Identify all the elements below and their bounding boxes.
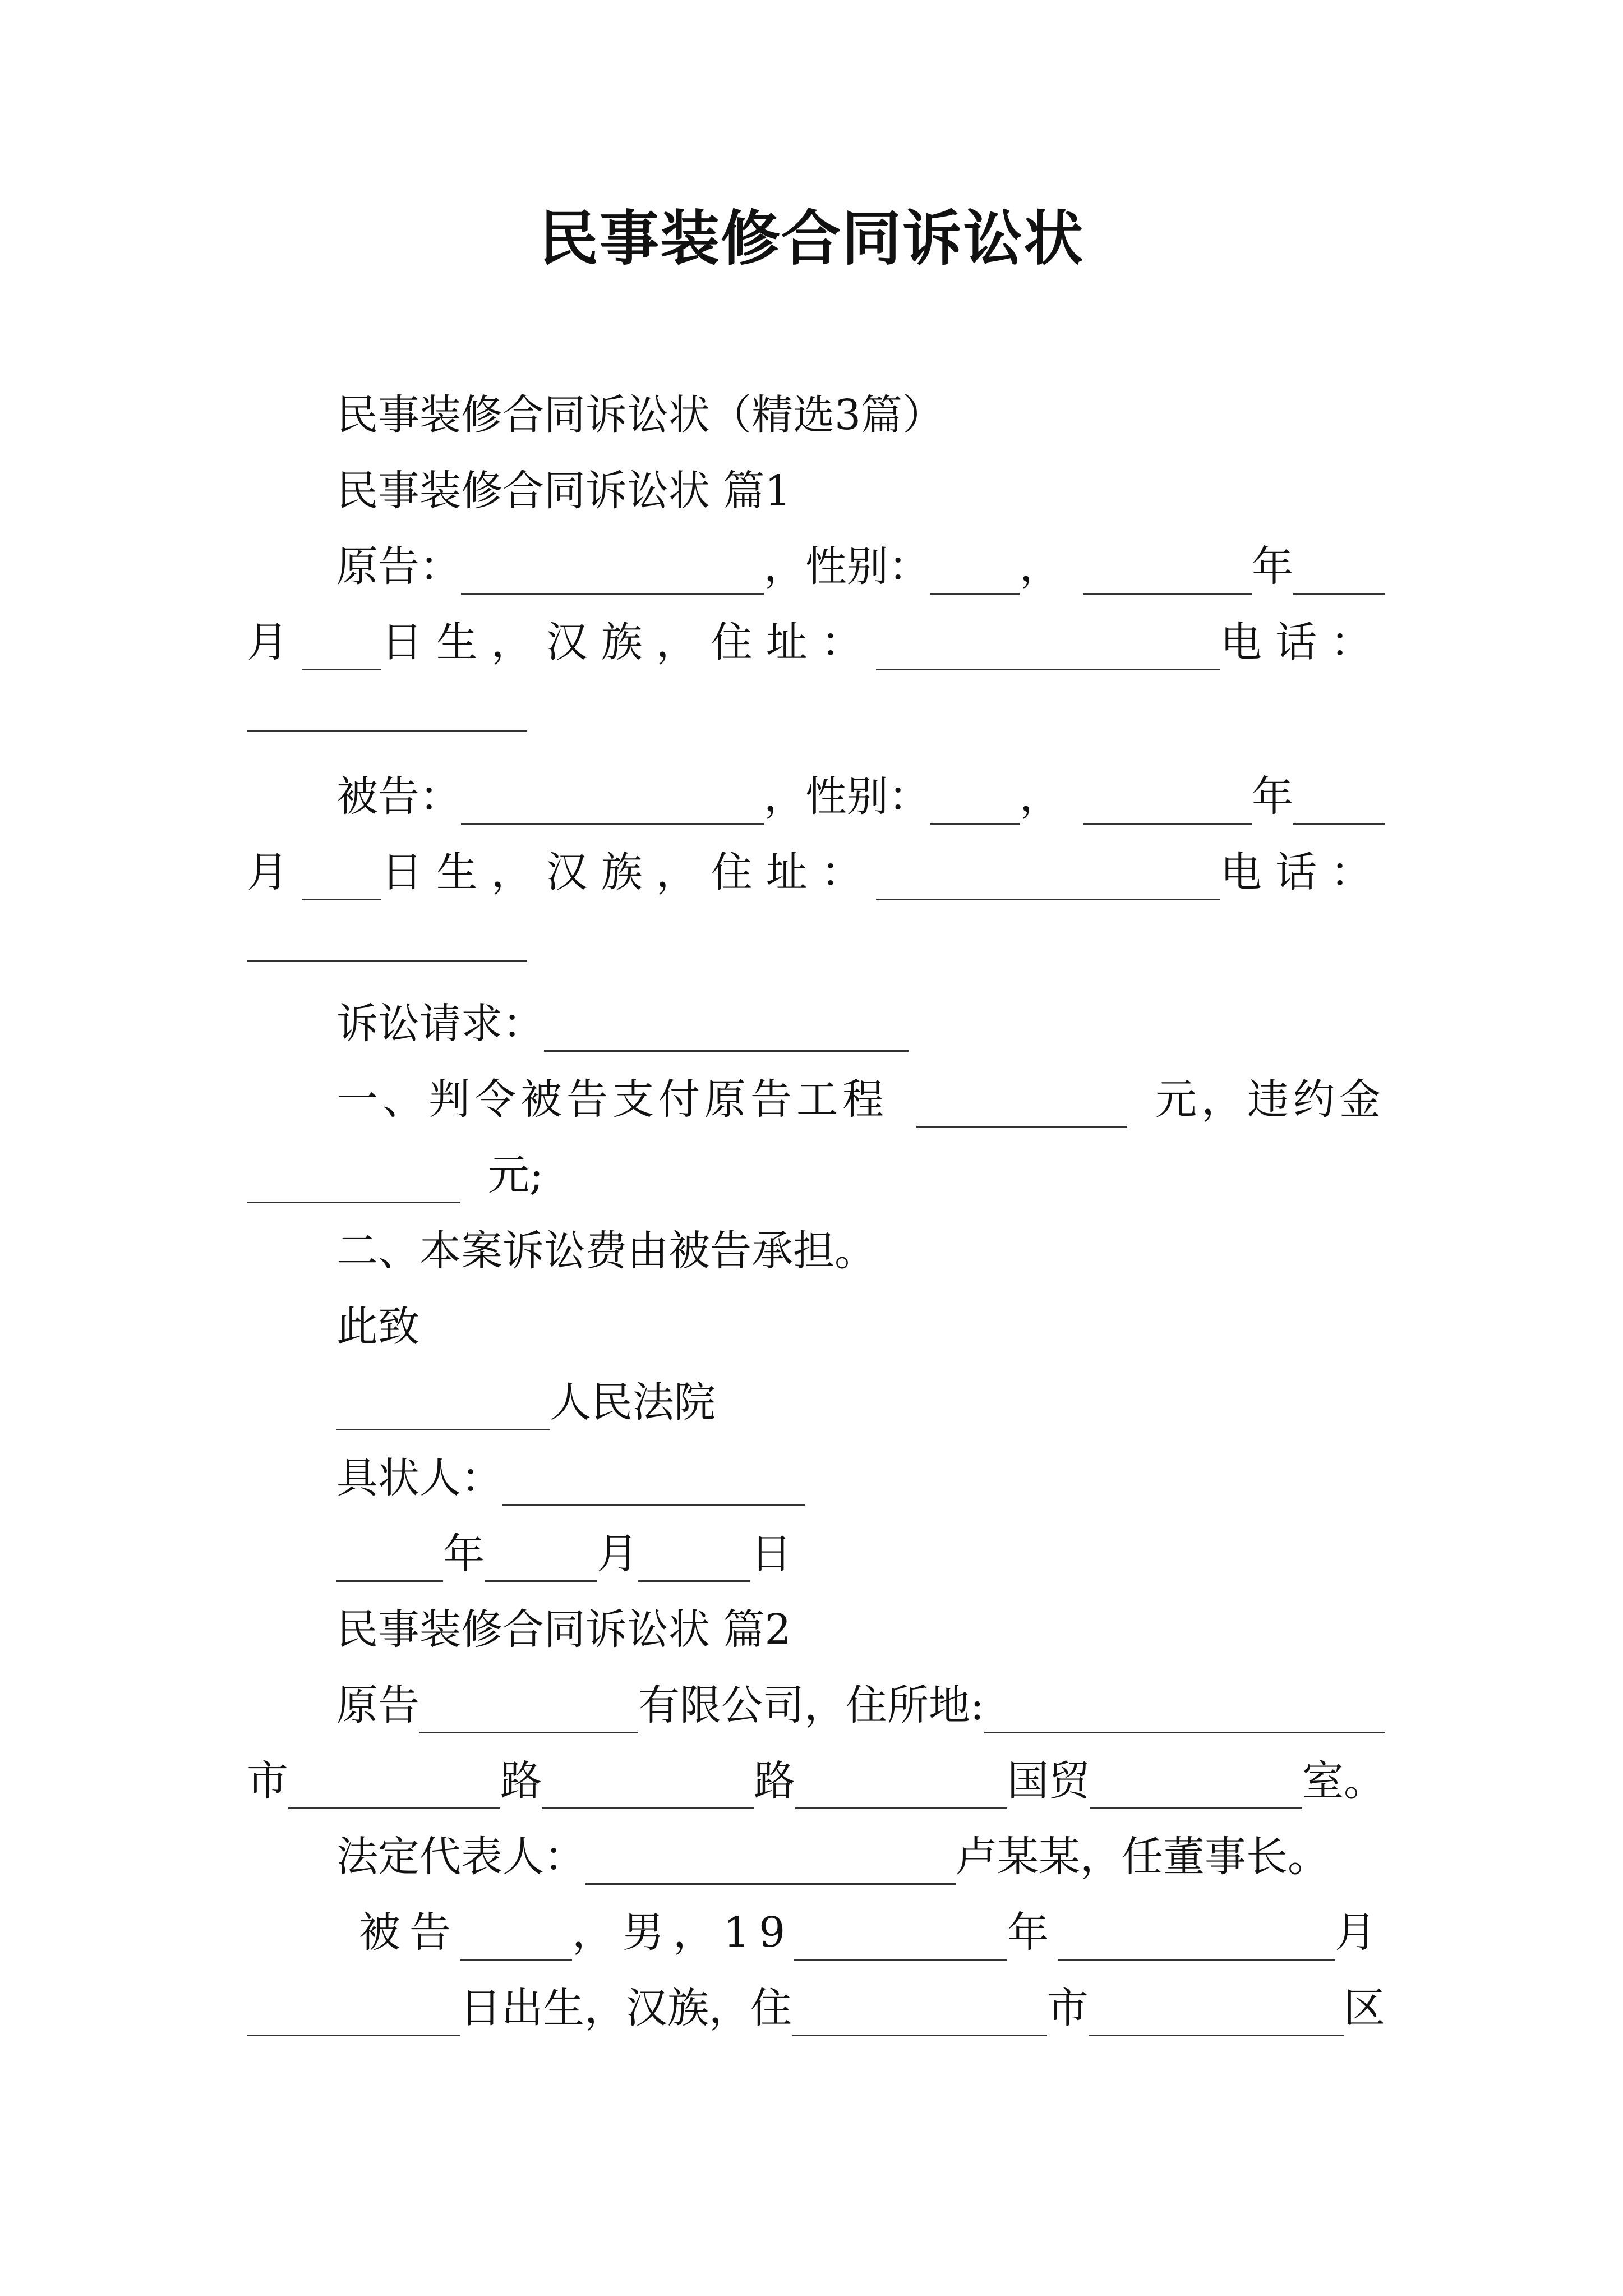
defendant-year-label: 年 [1252,772,1293,821]
plaintiff-line-2 [247,614,1385,670]
date-month-blank [485,1540,597,1582]
defendant-label: 被告： [336,772,461,821]
claim1-text-a: 一、判令被告支付原告工程 [336,1075,888,1124]
plaintiff-phone-label: 电话： [1220,618,1385,666]
claim1-text-c: 元; [488,1151,543,1199]
s2-company-blank [419,1691,638,1733]
claim1-line-2 [247,1147,1385,1203]
s2-defendant-district-label: 区 [1344,1984,1385,2032]
defendant-year-blank [1083,783,1252,825]
defendant-line-3 [247,920,1385,962]
s2-defendant-district-blank [1089,1994,1344,2036]
claim1-text-b: 元，违约金 [1155,1075,1385,1124]
s2-defendant-year-label: 年 [1007,1908,1058,1957]
plaintiff-year-blank [1083,553,1252,595]
signer-blank [502,1464,805,1506]
plaintiff-day-blank [302,628,381,670]
s2-defendant-name-blank [460,1918,572,1961]
intro-line: 民事装修合同诉讼状（精选3篇） [336,391,944,439]
defendant-gender-label: ，性别： [764,772,930,821]
plaintiff-address-blank [876,628,1220,670]
plaintiff-month-label: 月 [247,618,302,666]
s2-domicile-blank [984,1691,1385,1733]
date-line [336,1526,1385,1582]
s2-defendant-born-label: 日出生，汉族，住 [460,1984,792,2032]
document-title: 民事装修合同诉讼状 [539,203,1084,273]
s2-road1-blank [542,1767,754,1809]
s2-defendant-city-blank [792,1994,1047,2036]
defendant-day-blank [302,858,381,900]
plaintiff-year-label: 年 [1252,542,1293,591]
s2-road2-label: 路 [754,1757,795,1805]
s2-defendant-sex: ，男，19 [572,1908,795,1957]
court-name-blank [336,1388,550,1430]
s2-defendant-line-2 [247,1980,1385,2036]
court-line [336,1374,1385,1430]
plaintiff-line-3 [247,690,1385,732]
s2-defendant-month-blank [1058,1918,1335,1961]
plaintiff-gender-blank [930,553,1020,595]
section1-heading: 民事装修合同诉讼状 篇1 [336,467,791,515]
signer-line [336,1450,1385,1506]
s2-room-label: 室。 [1302,1757,1385,1805]
date-day-label: 日 [750,1530,792,1578]
plaintiff-day-label: 日生，汉族，住址： [381,618,876,666]
defendant-phone-blank [247,920,527,962]
section2-heading: 民事装修合同诉讼状 篇2 [336,1605,791,1654]
s2-bldg-label: 国贸 [1007,1757,1090,1805]
signer-label: 具状人： [336,1454,502,1502]
date-month-label: 月 [597,1530,638,1578]
defendant-comma: ， [1020,772,1061,821]
s2-rep-line [336,1829,1385,1885]
claim2-line: 二、本案诉讼费由被告承担。 [336,1227,876,1275]
s2-rep-value: 卢某某，任董事长。 [956,1833,1329,1881]
claim1-line-1 [336,1071,1385,1128]
defendant-day-label: 日生，汉族，住址： [381,848,876,896]
s2-road2-blank [795,1767,1007,1809]
defendant-month-blank [1293,783,1385,825]
salutation-line: 此致 [336,1303,419,1351]
claims-blank [544,1010,909,1052]
court-label: 人民法院 [550,1378,716,1427]
s2-room-blank [1090,1767,1302,1809]
s2-plaintiff-label: 原告 [336,1681,419,1729]
s2-defendant-month-label: 月 [1335,1908,1385,1957]
s2-rep-blank [585,1843,956,1885]
date-year-label: 年 [443,1530,485,1578]
plaintiff-month-blank [1293,553,1385,595]
s2-road1-label: 路 [500,1757,542,1805]
claims-line [336,996,1385,1052]
plaintiff-line-1 [336,539,1385,595]
s2-defendant-city-label: 市 [1047,1984,1089,2032]
s2-city-blank [288,1767,500,1809]
s2-rep-label: 法定代表人： [336,1833,585,1881]
s2-city-label: 市 [247,1757,288,1805]
s2-plaintiff-line [336,1677,1385,1733]
s2-defendant-line-1 [336,1904,1385,1961]
defendant-line-1 [336,769,1385,825]
claim1-penalty-blank [247,1161,460,1203]
claims-label: 诉讼请求： [336,1000,544,1048]
s2-defendant-year-blank [794,1918,1007,1961]
defendant-month-label: 月 [247,848,302,896]
defendant-address-blank [876,858,1220,900]
plaintiff-comma: ， [1020,542,1061,591]
date-day-blank [638,1540,750,1582]
defendant-phone-label: 电话： [1220,848,1385,896]
s2-defendant-day-blank [247,1994,460,2036]
plaintiff-phone-blank [247,690,527,732]
date-year-blank [336,1540,443,1582]
defendant-line-2 [247,844,1385,900]
defendant-gender-blank [930,783,1020,825]
plaintiff-label: 原告： [336,542,461,591]
plaintiff-gender-label: ，性别： [764,542,930,591]
s2-company-label: 有限公司，住所地: [638,1681,984,1729]
s2-address-line [247,1753,1385,1809]
s2-defendant-label: 被告 [359,1908,460,1957]
defendant-name-blank [461,783,764,825]
claim1-amount-blank [916,1085,1127,1128]
plaintiff-name-blank [461,553,764,595]
